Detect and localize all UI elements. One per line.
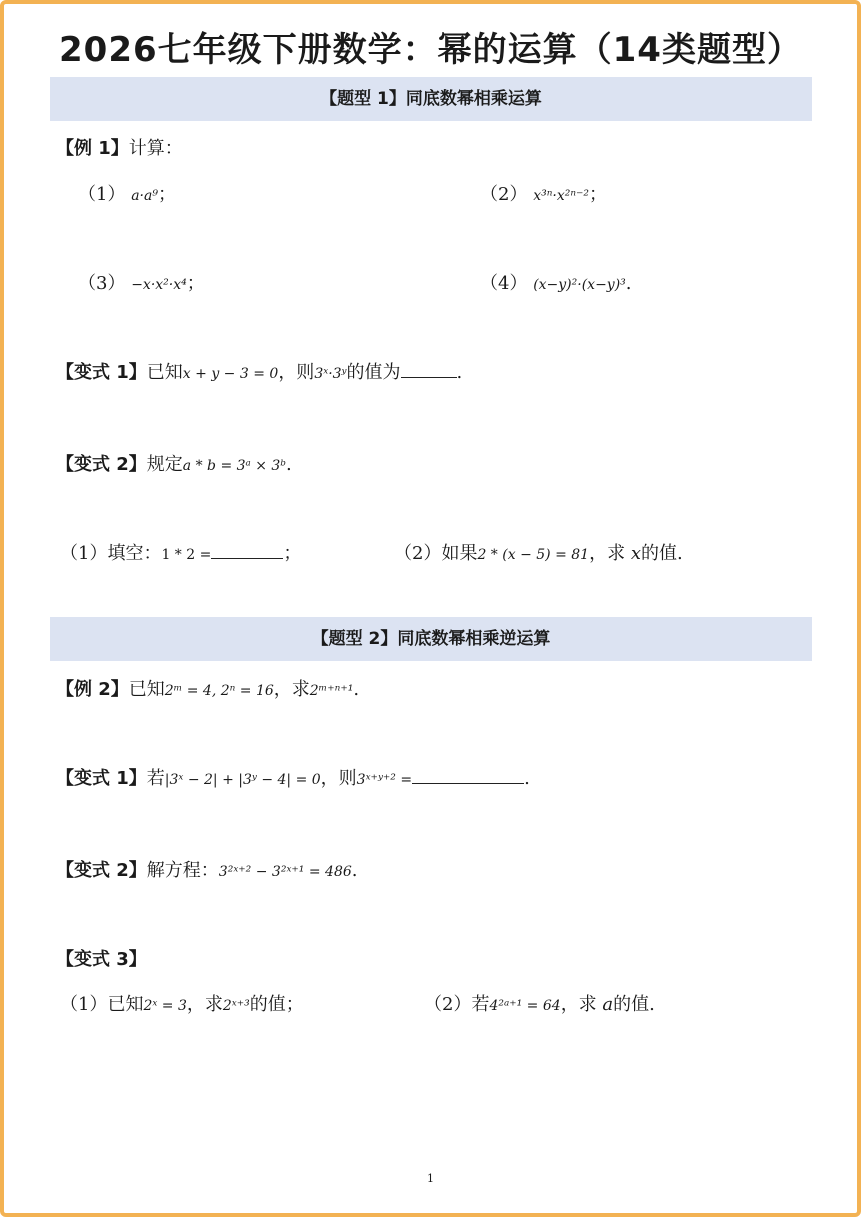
- section-header-1: 【题型 1】同底数幂相乘运算: [50, 77, 812, 121]
- variant-3-question-1: [60, 990, 304, 1016]
- item-number: （2）: [394, 543, 442, 564]
- text: ，求: [186, 994, 223, 1015]
- answer-blank[interactable]: [401, 359, 457, 378]
- item-number: （1）: [60, 543, 108, 564]
- item-number: （1）: [78, 184, 126, 205]
- variant-1b-line: [56, 764, 530, 790]
- page-title: 2026七年级下册数学：幂的运算（14类题型）: [59, 30, 802, 70]
- text: 的值为: [346, 362, 401, 383]
- text: 填空：: [107, 543, 162, 564]
- answer-blank[interactable]: [412, 765, 524, 784]
- math-expression: a * b = 3ᵃ × 3ᵇ: [182, 458, 286, 474]
- math-expression: a·a⁹: [131, 188, 158, 204]
- math-expression: 3ˣ·3ʸ: [314, 366, 347, 382]
- item-number: （2）: [424, 994, 472, 1015]
- text: 若: [471, 994, 490, 1015]
- example-label: 【例 1】: [56, 138, 129, 159]
- variant-label: 【变式 2】: [56, 454, 147, 475]
- text: .: [456, 362, 463, 383]
- math-expression: |3ˣ − 2| + |3ʸ − 4| = 0: [164, 772, 321, 788]
- variant-2b-line: [56, 856, 358, 882]
- text: 如果: [441, 543, 478, 564]
- variant-1-line: [56, 358, 462, 384]
- text: .: [285, 454, 292, 475]
- math-variable: x: [630, 543, 641, 564]
- text: ，求: [589, 543, 626, 564]
- text: 的值；: [249, 994, 304, 1015]
- math-expression: 2ᵐ⁺ⁿ⁺¹: [309, 683, 354, 699]
- text: 已知: [128, 679, 165, 700]
- text: ，求: [273, 679, 310, 700]
- math-expression: (x−y)²·(x−y)³: [533, 277, 626, 293]
- math-expression: x³ⁿ·x²ⁿ⁻²: [533, 188, 590, 204]
- item-number: （1）: [60, 994, 108, 1015]
- example-label: 【例 2】: [56, 679, 129, 700]
- variant-label: 【变式 3】: [56, 949, 147, 970]
- problem-item-4: [480, 269, 632, 295]
- text: ，则: [320, 768, 357, 789]
- example-2-line: [56, 675, 359, 701]
- item-end: ；: [186, 273, 205, 294]
- section-header-2: 【题型 2】同底数幂相乘逆运算: [50, 617, 812, 661]
- item-number: （4）: [480, 273, 528, 294]
- text: .: [351, 860, 358, 881]
- math-expression: 2ᵐ = 4, 2ⁿ = 16: [164, 683, 274, 699]
- variant-label: 【变式 1】: [56, 362, 147, 383]
- math-expression: 2ˣ⁺³: [222, 998, 250, 1014]
- text: ，求: [560, 994, 597, 1015]
- item-number: （2）: [480, 184, 528, 205]
- math-expression: 2ˣ = 3: [143, 998, 187, 1014]
- text: 的值.: [613, 994, 655, 1015]
- variant-2-question-1: [60, 539, 301, 565]
- math-expression: x + y − 3 = 0: [182, 366, 279, 382]
- text: 已知: [107, 994, 144, 1015]
- math-expression: −x·x²·x⁴: [131, 277, 187, 293]
- problem-item-3: [78, 269, 205, 295]
- math-expression: 1 * 2 =: [161, 547, 212, 563]
- text: .: [353, 679, 360, 700]
- text: 的值.: [640, 543, 683, 564]
- variant-3-label-line: [56, 945, 147, 971]
- item-number: （3）: [78, 273, 126, 294]
- text: 解方程：: [146, 860, 219, 881]
- text: .: [524, 768, 530, 789]
- example-1-line: [56, 134, 183, 160]
- text: 已知: [146, 362, 183, 383]
- variant-2-question-2: [394, 539, 683, 565]
- example-prompt: 计算：: [128, 138, 183, 159]
- item-end: ；: [589, 184, 608, 205]
- math-expression: 2 * (x − 5) = 81: [477, 547, 590, 563]
- text: 规定: [146, 454, 183, 475]
- problem-item-2: [480, 180, 607, 206]
- math-expression: 3ˣ⁺ʸ⁺² =: [356, 772, 413, 788]
- item-end: ；: [157, 184, 176, 205]
- text: ；: [283, 543, 302, 564]
- page-number: 1: [427, 1172, 434, 1185]
- math-expression: 3²ˣ⁺² − 3²ˣ⁺¹ = 486: [218, 864, 352, 880]
- answer-blank[interactable]: [211, 540, 283, 559]
- text: ，则: [278, 362, 315, 383]
- item-end: .: [625, 273, 632, 294]
- variant-label: 【变式 2】: [56, 860, 147, 881]
- problem-item-1: [78, 180, 176, 206]
- variant-2-line: [56, 450, 292, 476]
- math-variable: a: [602, 994, 614, 1015]
- variant-3-question-2: [424, 990, 655, 1016]
- text: 若: [146, 768, 165, 789]
- math-expression: 4²ᵃ⁺¹ = 64: [489, 998, 561, 1014]
- variant-label: 【变式 1】: [56, 768, 147, 789]
